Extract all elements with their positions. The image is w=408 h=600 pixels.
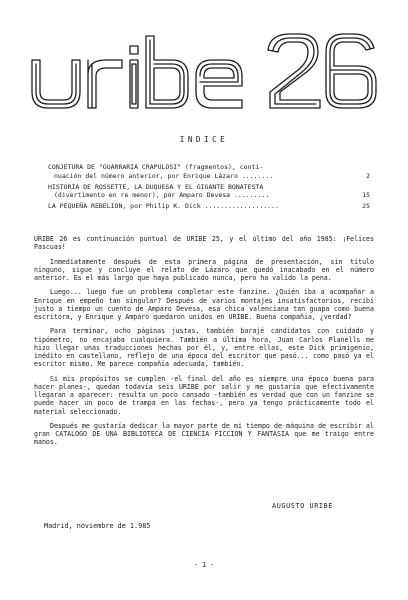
- paragraph: Luego... luego fue un problema completar este fanzine. ¿Quién iba a acompañar a Enrique en empeño tan singular? Después de varios montajes insatisfactorios, recibí justo a tiempo un cuento de Amparo Devesa, esa chica valenciana tan guapa como buena escritora, y Enrique y Amparo quedaron unidos en URIBE. Buena compañía, ¿verdad?: [34, 288, 378, 321]
- paragraph: URIBE 26 es continuación puntual de URIBE 25, y el último del año 1985: ¡Felices Pascuas!: [34, 235, 378, 252]
- author-signature: AUGUSTO URIBE: [272, 502, 333, 510]
- paragraph: Para terminar, ocho páginas justas, también barajé candidatos con cuidado y tipómetro, no encajaba cualquiera. También a última hora, Juan Carlos Planells me hizo llegar unas traducciones hechas por él, y, entre ellas, este Dick primigenio, inédito en castellano, reflejo de una época del escritor que pasó... como pasó ya el escritor mismo. Me parece compañía adecuada, también.: [34, 327, 378, 369]
- toc-entry-subtitle: nuación del número anterior, por Enrique Lázaro ........: [54, 171, 274, 180]
- masthead-logo: [28, 30, 380, 115]
- table-of-contents: [48, 163, 370, 213]
- toc-entry: [48, 163, 370, 180]
- toc-entry-page: 15: [362, 191, 370, 200]
- paragraph: Después me gustaría dedicar la mayor parte de mi tiempo de máquina de escribir al gran CATALOGO DE UNA BIBLIOTECA DE CIENCIA FICCION Y FANTASIA que me traigo entre manos.: [34, 421, 378, 447]
- toc-entry-title: LA PEQUEÑA REBELION, por Philip K. Dick ...................: [48, 202, 279, 211]
- toc-entry-page: 2: [366, 171, 370, 180]
- toc-entry: [48, 202, 370, 211]
- toc-entry-title: CONJETURA DE "GUARRARIA CRAPULOSI" (fragmentos), conti-: [48, 163, 264, 171]
- toc-entry-page: 25: [362, 202, 370, 211]
- dateline: Madrid, noviembre de 1.985: [44, 522, 151, 530]
- toc-entry-title: HISTORIA DE ROSSETTE, LA DUQUESA Y EL GIGANTE BONATESTA: [48, 182, 264, 191]
- paragraph: Si mis propósitos se cumplen -el final del año es siempre una época buena para hacer planes-, quedan todavía seis URIBE por salir y me gustaría que efectivamente llegaran a aparecer: resulta un poco cansado -también es verdad que con un fanzine se puede hacer un poco de trampa en las fechas-, pero ya tengo prácticamente todo el material seleccionado.: [34, 374, 378, 416]
- body-text: [34, 235, 378, 453]
- toc-entry-subtitle: (divertimento en re menor), por Amparo Devesa .........: [54, 191, 270, 200]
- toc-entry: [48, 183, 370, 200]
- paragraph: Inmediatamente después de esta primera página de presentación, sin título ninguno, sigue y concluye el relato de Lázaro que quedó inacabado en el número anterior. Es el más largo que haya publicado nunca, pero ha valido la pena.: [34, 257, 378, 282]
- index-heading: INDICE: [179, 135, 229, 144]
- page-number: - 1 -: [193, 561, 215, 569]
